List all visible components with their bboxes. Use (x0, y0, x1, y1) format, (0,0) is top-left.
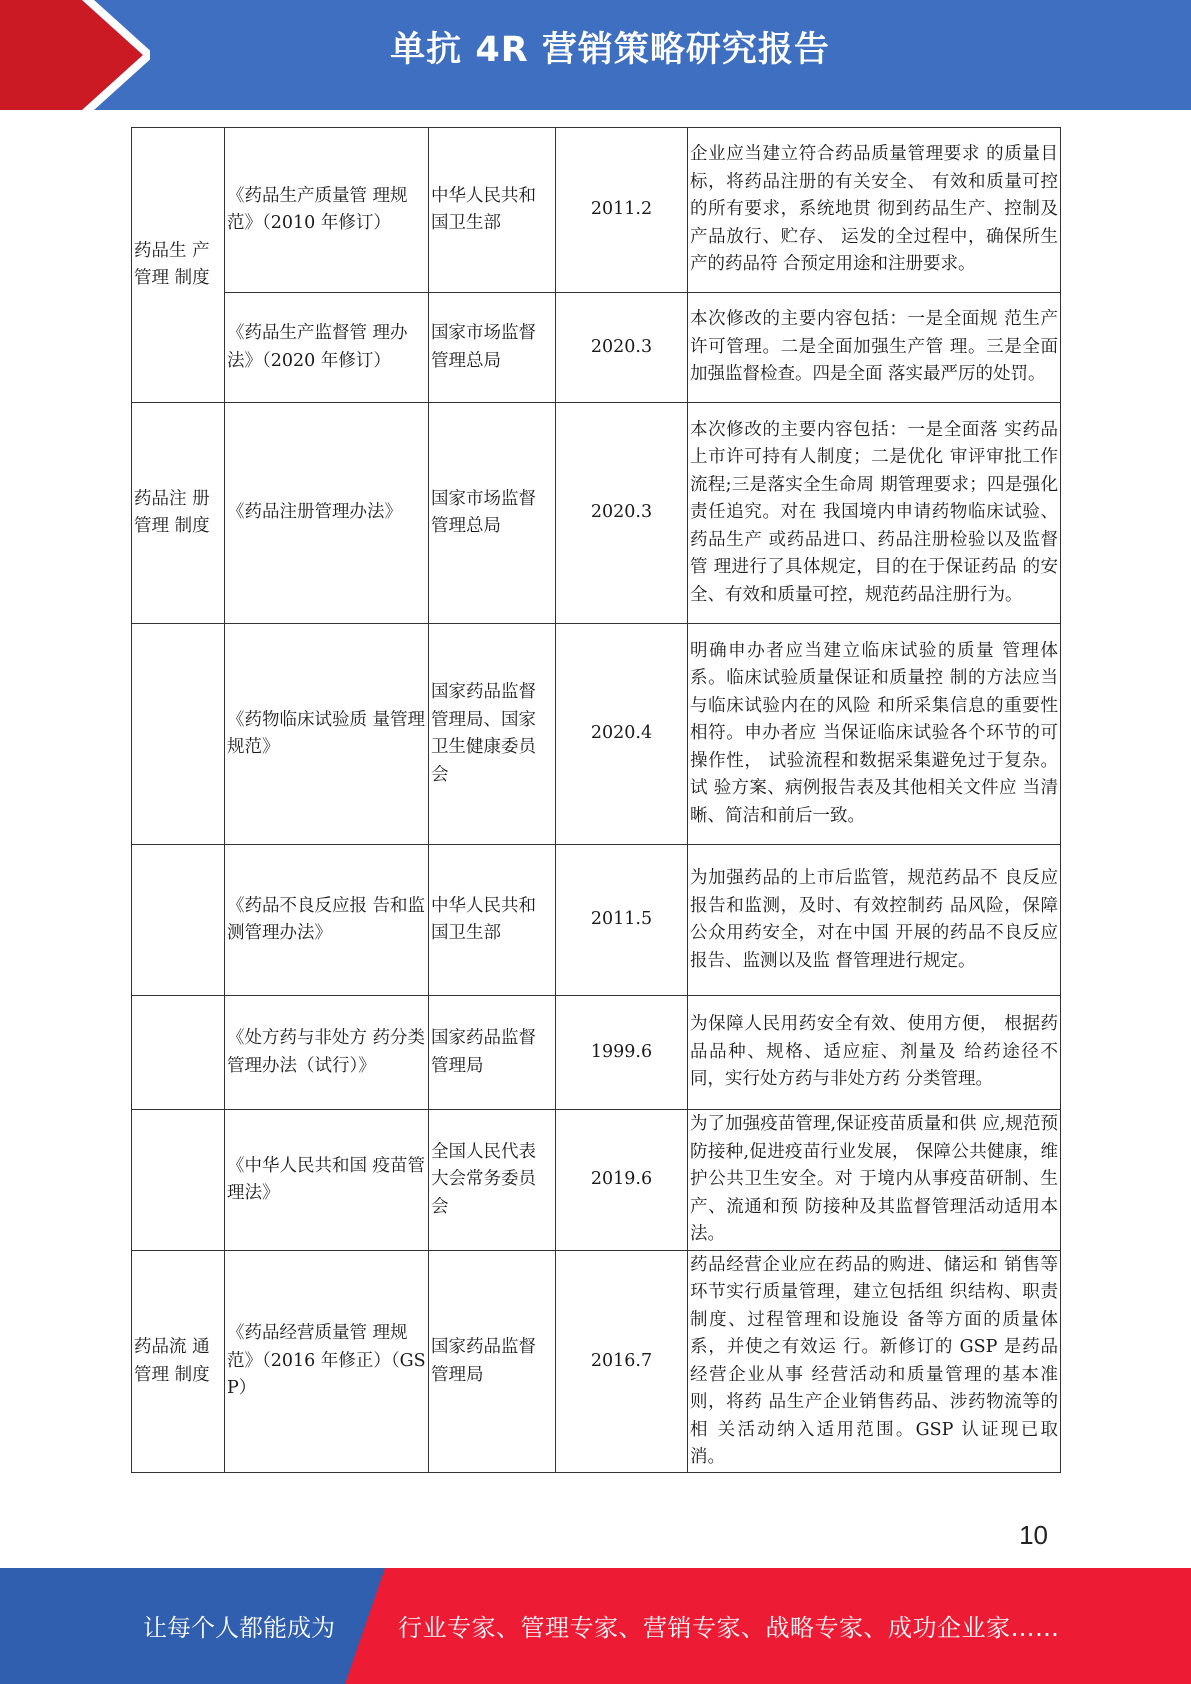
issuer-cell: 国家市场监督管理总局 (429, 293, 556, 403)
content-cell: 为保障人民用药安全有效、使用方便， 根据药品品种、规格、适应症、剂量及 给药途径不同，实行处方药与非处方药 分类管理。 (688, 996, 1061, 1110)
content-cell: 明确申办者应当建立临床试验的质量 管理体系。临床试验质量保证和质量控 制的方法应当与临床试验内在的风险 和所采集信息的重要性相符。申办者应 当保证临床试验各个环节的可操作性， 试验流程和数据采集避免过于复杂。试 验方案、病例报告表及其他相关文件应 当清晰、简洁和前后一致。 (688, 624, 1061, 845)
content-cell: 本次修改的主要内容包括：一是全面落 实药品上市许可持有人制度；二是优化 审评审批工作流程;三是落实全生命周 期管理要求；四是强化责任追究。对在 我国境内申请药物临床试验、药品生产 或药品进口、药品注册检验以及监督管 理进行了具体规定，目的在于保证药品 的安全、有效和质量可控，规范药品注册行为。 (688, 403, 1061, 624)
regulation-name-cell: 《药品生产监督管 理办法》（2020 年修订） (225, 293, 429, 403)
table-row (132, 624, 1061, 845)
issuer-cell: 中华人民共和国卫生部 (429, 128, 556, 293)
issuer-cell: 中华人民共和国卫生部 (429, 845, 556, 996)
table-row (132, 128, 1061, 293)
footer-slogan-right: 行业专家、管理专家、营销专家、战略专家、成功企业家…… (398, 1614, 1060, 1642)
category-cell: 药品注 册管理 制度 (132, 403, 225, 624)
regulations-table (131, 127, 1061, 1473)
issuer-cell: 国家药品监督管理局 (429, 1251, 556, 1473)
category-cell (132, 624, 225, 845)
page-footer (0, 1568, 1191, 1684)
date-cell: 2019.6 (556, 1110, 688, 1251)
category-cell (132, 845, 225, 996)
table-row (132, 1110, 1061, 1251)
category-cell (132, 996, 225, 1110)
date-cell: 1999.6 (556, 996, 688, 1110)
date-cell: 2011.5 (556, 845, 688, 996)
content-cell: 为了加强疫苗管理,保证疫苗质量和供 应,规范预防接种,促进疫苗行业发展， 保障公共健康，维护公共卫生安全。对 于境内从事疫苗研制、生产、流通和预 防接种及其监督管理活动适用本法。 (688, 1110, 1061, 1251)
report-title: 单抗 4R 营销策略研究报告 (390, 30, 830, 70)
table-row (132, 403, 1061, 624)
regulation-name-cell: 《药物临床试验质 量管理规范》 (225, 624, 429, 845)
table-row (132, 1251, 1061, 1473)
regulation-name-cell: 《处方药与非处方 药分类管理办法（试行）》 (225, 996, 429, 1110)
content-cell: 药品经营企业应在药品的购进、储运和 销售等环节实行质量管理，建立包括组 织结构、职责制度、过程管理和设施设 备等方面的质量体系，并使之有效运 行。新修订的 GSP 是药品经营企业从事 经营活动和质量管理的基本准则，将药 品生产企业销售药品、涉药物流等的相 关活动纳入适用范围。GSP 认证现已取 消。 (688, 1251, 1061, 1473)
date-cell: 2011.2 (556, 128, 688, 293)
header-arrow-decoration (0, 0, 150, 110)
issuer-cell: 国家药品监督管理局、国家卫生健康委员会 (429, 624, 556, 845)
date-cell: 2020.4 (556, 624, 688, 845)
issuer-cell: 国家市场监督管理总局 (429, 403, 556, 624)
footer-slogan-left: 让每个人都能成为 (143, 1614, 335, 1642)
category-cell (132, 1110, 225, 1251)
content-cell: 为加强药品的上市后监管，规范药品不 良反应报告和监测，及时、有效控制药 品风险，保障公众用药安全，对在中国 开展的药品不良反应报告、监测以及监 督管理进行规定。 (688, 845, 1061, 996)
regulation-name-cell: 《中华人民共和国 疫苗管理法》 (225, 1110, 429, 1251)
category-cell: 药品生 产管理 制度 (132, 128, 225, 403)
category-cell: 药品流 通管理 制度 (132, 1251, 225, 1473)
page-header (0, 0, 1191, 110)
date-cell: 2016.7 (556, 1251, 688, 1473)
content-cell: 本次修改的主要内容包括：一是全面规 范生产许可管理。二是全面加强生产管 理。三是全面加强监督检查。四是全面 落实最严厉的处罚。 (688, 293, 1061, 403)
regulation-name-cell: 《药品注册管理办法》 (225, 403, 429, 624)
table-row (132, 293, 1061, 403)
page-number: 10 (1019, 1520, 1048, 1550)
date-cell: 2020.3 (556, 403, 688, 624)
issuer-cell: 全国人民代表大会常务委员会 (429, 1110, 556, 1251)
issuer-cell: 国家药品监督管理局 (429, 996, 556, 1110)
content-cell: 企业应当建立符合药品质量管理要求 的质量目标，将药品注册的有关安全、 有效和质量可控的所有要求，系统地贯 彻到药品生产、控制及产品放行、贮存、 运发的全过程中，确保所生产的药品符 合预定用途和注册要求。 (688, 128, 1061, 293)
regulation-name-cell: 《药品生产质量管 理规范》（2010 年修订） (225, 128, 429, 293)
regulation-name-cell: 《药品不良反应报 告和监测管理办法》 (225, 845, 429, 996)
regulation-name-cell: 《药品经营质量管 理规范》（2016 年修正）（GSP） (225, 1251, 429, 1473)
table-row (132, 845, 1061, 996)
table-row (132, 996, 1061, 1110)
date-cell: 2020.3 (556, 293, 688, 403)
